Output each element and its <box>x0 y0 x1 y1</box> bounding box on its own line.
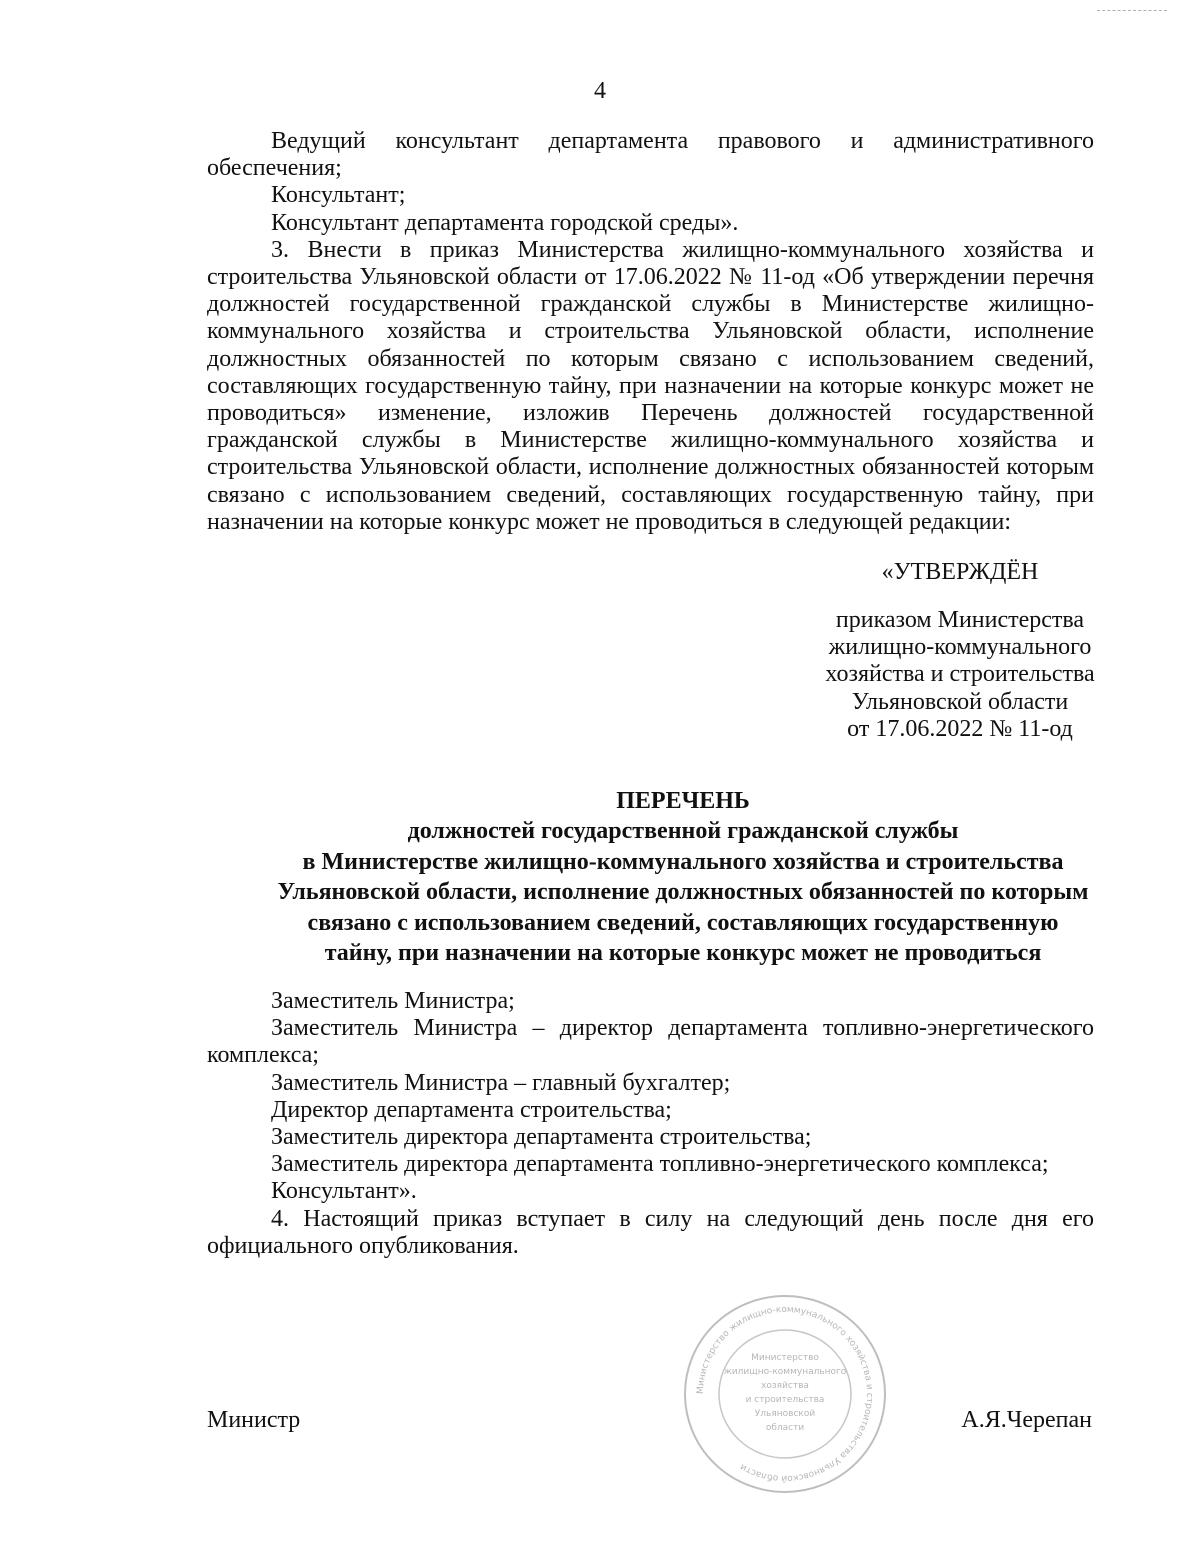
subtitle-line: Ульяновской области, исполнение должностных обязанностей по которым <box>277 879 1089 906</box>
subtitle-line: тайну, при назначении на которые конкурс может не проводиться <box>324 940 1042 967</box>
paragraph: Консультант; <box>271 182 406 209</box>
seal-center-line: и строительства <box>745 1395 825 1405</box>
list-item: Заместитель Министра – директор департамента топливно-энергетического комплекса; <box>207 1015 1094 1069</box>
seal-center-line: хозяйства <box>761 1381 809 1391</box>
signature-name: А.Я.Черепан <box>961 1407 1092 1433</box>
approval-line: приказом Министерства <box>835 607 1085 633</box>
paragraph: 4. Настоящий приказ вступает в силу на следующий день после дня его официального опубликования. <box>207 1205 1094 1259</box>
paragraph: Консультант департамента городской среды». <box>271 209 739 236</box>
list-item: Директор департамента строительства; <box>271 1096 672 1123</box>
list-title: ПЕРЕЧЕНЬ <box>616 788 750 814</box>
seal-ring-text <box>696 1305 874 1483</box>
list-item: Заместитель Министра; <box>271 988 515 1014</box>
scan-artifact <box>1097 10 1167 14</box>
paragraph: 3. Внести в приказ Министерства жилищно-коммунального хозяйства и строительства Ульяновской области от 17.06.2022 № 11-од «Об утверждении перечня должностей государственной гражданской службы в Министерстве жилищно-коммунального хозяйства и строительства Ульяновской области, исполнение должностных обязанностей по которым связано с использованием сведений, составляющих государственную тайну, при назначении на которые конкурс может не проводиться» изменение, изложив Перечень должностей государственной гражданской службы в Министерстве жилищно-коммунального хозяйства и строительства Ульяновской области, исполнение должностных обязанностей которым связано с использованием сведений, составляющих государственную тайну, при назначении на которые конкурс может не проводиться в следующей редакции: <box>207 236 1094 535</box>
approval-line: хозяйства и строительства <box>825 661 1095 688</box>
signature-role: Министр <box>207 1407 301 1433</box>
approval-block <box>760 607 1160 743</box>
intro-text <box>207 128 1094 536</box>
subtitle-line: связано с использованием сведений, составляющих государственную <box>307 909 1059 936</box>
seal-outer-ring <box>685 1296 885 1492</box>
official-seal <box>675 1288 895 1500</box>
seal-ring-textpath: Министерство жилищно-коммунального хозяйства и строительства Ульяновской области <box>695 1304 875 1484</box>
list-item: Заместитель директора департамента топливно-энергетического комплекса; <box>271 1151 1049 1178</box>
page-number: 4 <box>594 78 606 104</box>
list-item: Заместитель директора департамента строительства; <box>271 1124 812 1151</box>
approval-title: «УТВЕРЖДЁН <box>881 559 1039 585</box>
seal-center-line: жилищно-коммунального <box>723 1367 847 1377</box>
paragraph: Ведущий консультант департамента правового и административного обеспечения; <box>207 128 1094 182</box>
list-subtitle <box>190 816 1176 969</box>
seal-center-line: области <box>765 1423 805 1433</box>
subtitle-line: в Министерстве жилищно-коммунального хозяйства и строительства <box>302 848 1064 875</box>
subtitle-line: должностей государственной гражданской службы <box>407 818 959 844</box>
seal-center-line: Министерство <box>751 1353 819 1363</box>
approval-line: от 17.06.2022 № 11-од <box>847 715 1073 742</box>
approval-line: жилищно-коммунального <box>828 634 1092 661</box>
list-item: Консультант». <box>271 1178 417 1205</box>
positions-list <box>207 988 1094 1260</box>
seal-center-line: Ульяновской <box>754 1409 816 1419</box>
seal-inner-ring <box>719 1330 851 1458</box>
list-item: Заместитель Министра – главный бухгалтер; <box>271 1069 731 1096</box>
approval-line: Ульяновской области <box>851 688 1069 715</box>
